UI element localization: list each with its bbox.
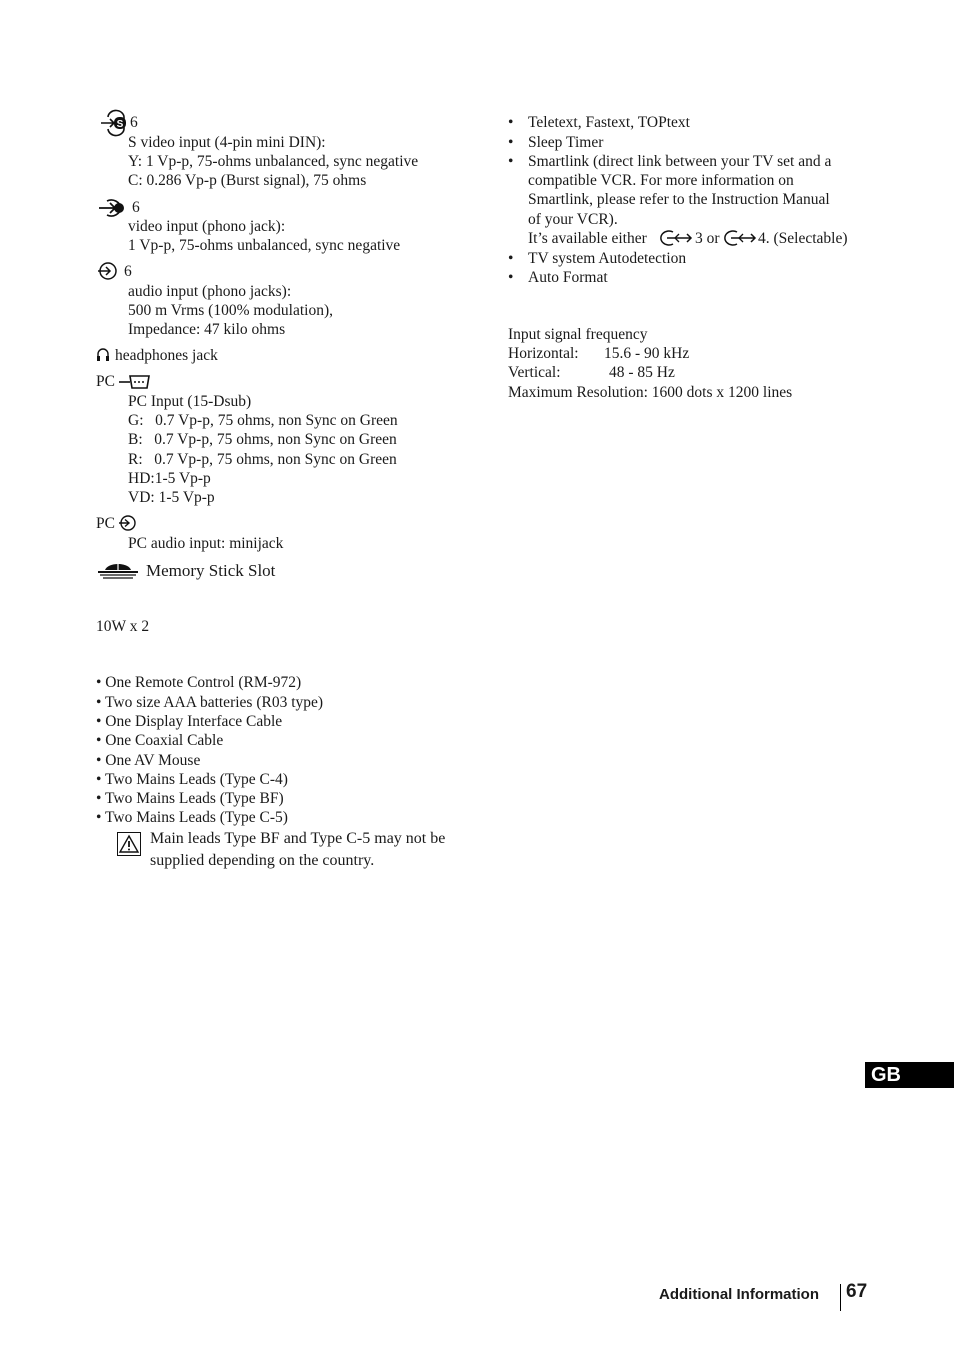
- language-tab: GB: [865, 1062, 954, 1088]
- accessory-item: • Two Mains Leads (Type BF): [96, 790, 284, 807]
- feature-bullet: •: [508, 269, 514, 286]
- footer-section-title: Additional Information: [659, 1286, 819, 1303]
- video-line-2: 1 Vp-p, 75-ohms unbalanced, sync negative: [128, 237, 401, 254]
- accessory-item: • Two size AAA batteries (R03 type): [96, 694, 324, 711]
- smartlink-line: of your VCR).: [528, 211, 618, 228]
- warning-note-text: Main leads Type BF and Type C-5 may not be supplied depending on the country.: [150, 830, 446, 869]
- signal-title: Input signal frequency: [508, 326, 648, 343]
- memory-stick-label: Memory Stick Slot: [146, 561, 276, 580]
- audio-input-icon: [97, 262, 119, 285]
- pc-input-prefix: PC: [96, 373, 115, 390]
- smartlink-line: compatible VCR. For more information on: [528, 172, 794, 189]
- pc-line-4: R: 0.7 Vp-p, 75 ohms, non Sync on Green: [128, 451, 397, 468]
- feature-bullet: •: [508, 250, 514, 267]
- headphones-icon: [96, 347, 110, 367]
- accessory-item: • One AV Mouse: [96, 752, 201, 769]
- feature-item: Smartlink (direct link between your TV set and a: [528, 153, 832, 170]
- smartlink-available-mid: 3 or: [695, 230, 720, 247]
- accessory-item: • One Remote Control (RM-972): [96, 674, 302, 691]
- av-input-output-icon: [728, 229, 758, 252]
- pc-line-5: HD:1-5 Vp-p: [128, 470, 211, 487]
- pc-line-2: G: 0.7 Vp-p, 75 ohms, non Sync on Green: [128, 412, 398, 429]
- accessory-item: • Two Mains Leads (Type C-5): [96, 809, 288, 826]
- sound-output-value: 10W x 2: [96, 618, 150, 635]
- vertical-value: 48 - 85 Hz: [609, 364, 675, 381]
- smartlink-available-suffix: 4. (Selectable): [758, 230, 848, 247]
- pc-line-3: B: 0.7 Vp-p, 75 ohms, non Sync on Green: [128, 431, 397, 448]
- pc-audio-input-icon: [118, 515, 138, 536]
- pc-line-6: VD: 1-5 Vp-p: [128, 489, 215, 506]
- smartlink-line: Smartlink, please refer to the Instruction Manual: [528, 191, 830, 208]
- s-video-input-icon: [100, 114, 128, 137]
- audio-line-3: Impedance: 47 kilo ohms: [128, 321, 286, 338]
- accessory-item: • One Coaxial Cable: [96, 732, 224, 749]
- horizontal-label: Horizontal:: [508, 345, 579, 362]
- s-video-line-3: C: 0.286 Vp-p (Burst signal), 75 ohms: [128, 172, 367, 189]
- pc-audio-prefix: PC: [96, 515, 115, 532]
- accessory-item: • One Display Interface Cable: [96, 713, 283, 730]
- footer-divider: [840, 1284, 841, 1311]
- audio-line-1: audio input (phono jacks):: [128, 283, 292, 300]
- feature-item: TV system Autodetection: [528, 250, 687, 267]
- video-input-icon: [98, 198, 128, 223]
- headphones-label: headphones jack: [115, 347, 218, 364]
- max-resolution: Maximum Resolution: 1600 dots x 1200 lines: [508, 384, 793, 401]
- s-video-line-2: Y: 1 Vp-p, 75-ohms unbalanced, sync negative: [128, 153, 419, 170]
- page-number: 67: [846, 1281, 868, 1302]
- s-video-input-number: 6: [130, 114, 138, 131]
- memory-stick-icon: [96, 561, 140, 586]
- warning-icon: [117, 832, 141, 861]
- s-video-line-1: S video input (4-pin mini DIN):: [128, 134, 326, 151]
- feature-item: Teletext, Fastext, TOPtext: [528, 114, 690, 131]
- accessory-item: • Two Mains Leads (Type C-4): [96, 771, 288, 788]
- video-line-1: video input (phono jack):: [128, 218, 286, 235]
- smartlink-available-prefix: It’s available either: [528, 230, 647, 247]
- pc-line-1: PC Input (15-Dsub): [128, 393, 252, 410]
- feature-bullet: •: [508, 114, 514, 131]
- feature-bullet: •: [508, 153, 514, 170]
- feature-bullet: •: [508, 134, 514, 151]
- audio-line-2: 500 m Vrms (100% modulation),: [128, 302, 334, 319]
- video-input-number: 6: [132, 199, 140, 216]
- horizontal-value: 15.6 - 90 kHz: [604, 345, 690, 362]
- svg-text:S: S: [116, 119, 124, 130]
- vertical-label: Vertical:: [508, 364, 561, 381]
- feature-item: Sleep Timer: [528, 134, 604, 151]
- feature-item: Auto Format: [528, 269, 608, 286]
- audio-input-number: 6: [124, 263, 132, 280]
- pc-audio-line: PC audio input: minijack: [128, 535, 284, 552]
